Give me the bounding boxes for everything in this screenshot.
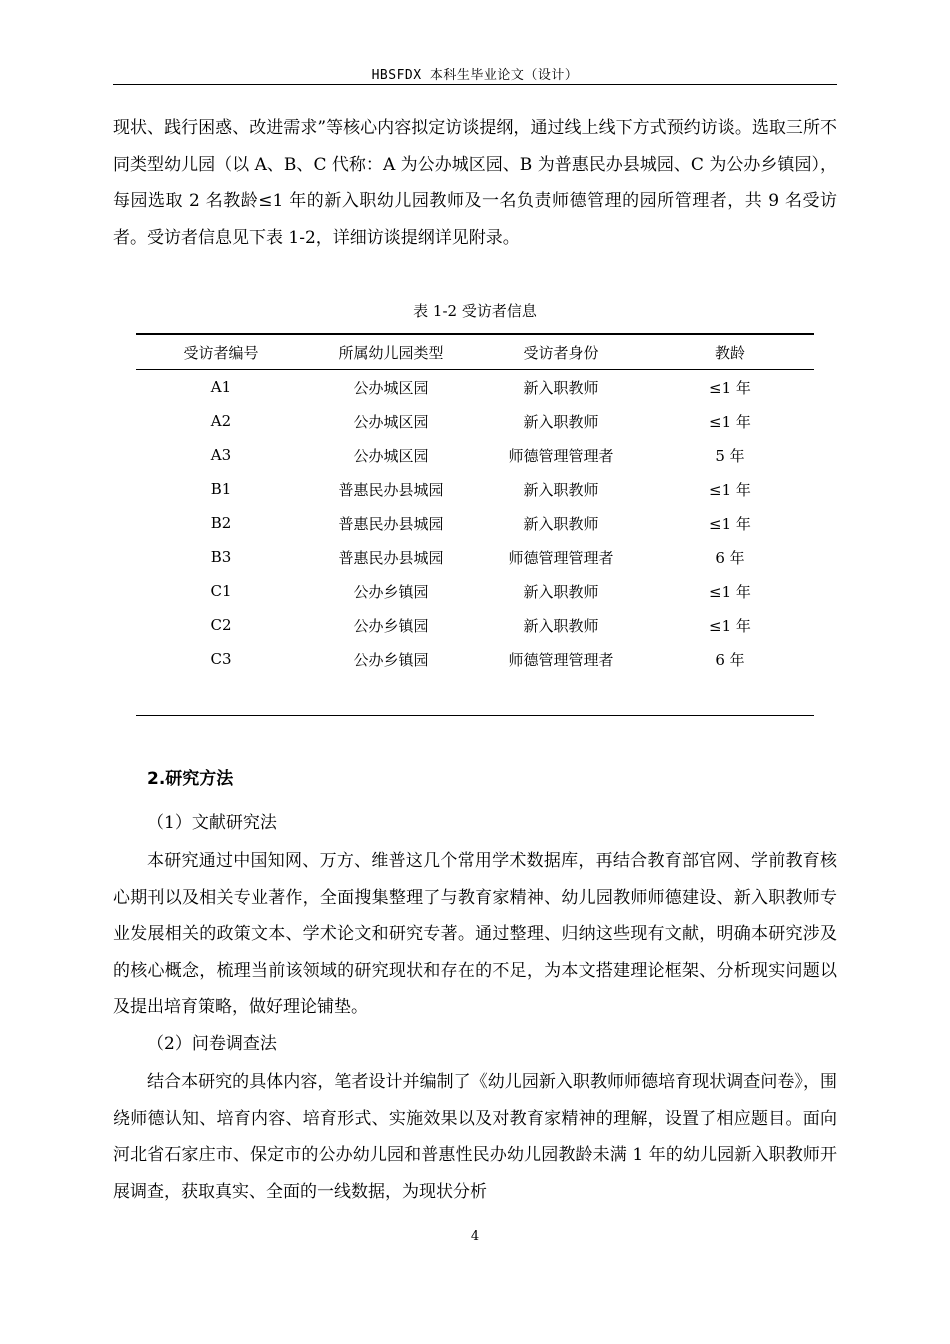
table-cell: 公办城区园 xyxy=(353,446,429,465)
table-cell: 普惠民办县城园 xyxy=(338,548,444,567)
table-cell: 师德管理管理者 xyxy=(508,446,614,465)
table-cell: A2 xyxy=(210,412,232,430)
table-cell: ≤1 年 xyxy=(709,412,751,431)
table-cell: 6 年 xyxy=(715,650,745,669)
table-cell: 公办城区园 xyxy=(353,378,429,397)
table-row xyxy=(136,438,814,472)
header-rule xyxy=(113,84,837,85)
table-cell: 公办乡镇园 xyxy=(353,582,429,601)
table-cell: 新入职教师 xyxy=(523,378,599,397)
header-cell-id: 受访者编号 xyxy=(183,343,259,362)
subsection-title-literature: （1）文献研究法 xyxy=(147,813,277,833)
intro-paragraph: 现状、践行困惑、改进需求”等核心内容拟定访谈提纲，通过线上线下方式预约访谈。选取三所不同类型幼儿园（以 A、B、C 代称：A 为公办城区园、B 为普惠民办县城园、C 为公办乡镇园），每园选取 2 名教龄≤1 年的新入职幼儿园教师及一名负责师德管理的园所管理者，共 9 名受访者。受访者信息见下表 1-2，详细访谈提纲详见附录。 xyxy=(113,118,837,248)
section-heading: 2.研究方法 xyxy=(147,769,234,789)
table-row xyxy=(136,370,814,404)
table-row xyxy=(136,608,814,642)
header-cell-kindergarten-type: 所属幼儿园类型 xyxy=(338,343,444,362)
table-row xyxy=(136,506,814,540)
table-cell: ≤1 年 xyxy=(709,378,751,397)
table-cell: 6 年 xyxy=(715,548,745,567)
table-row xyxy=(136,472,814,506)
table-cell: A3 xyxy=(210,446,232,464)
header-cell-teaching-years: 教龄 xyxy=(714,343,745,362)
table-row xyxy=(136,404,814,438)
table-cell: B1 xyxy=(210,480,232,498)
table-cell: ≤1 年 xyxy=(709,582,751,601)
table-cell: 公办乡镇园 xyxy=(353,650,429,669)
page-number: 4 xyxy=(470,1229,480,1244)
respondent-table xyxy=(136,333,814,676)
table-cell: 5 年 xyxy=(715,446,745,465)
table-row xyxy=(136,574,814,608)
running-header: HBSFDX 本科生毕业论文（设计） xyxy=(371,68,579,83)
table-cell: 师德管理管理者 xyxy=(508,650,614,669)
table-cell: 师德管理管理者 xyxy=(508,548,614,567)
table-cell: 普惠民办县城园 xyxy=(338,480,444,499)
questionnaire-method-paragraph: 结合本研究的具体内容，笔者设计并编制了《幼儿园新入职教师师德培育现状调查问卷》，围绕师德认知、培育内容、培育形式、实施效果以及对教育家精神的理解，设置了相应题目。面向河北省石家庄市、保定市的公办幼儿园和普惠性民办幼儿园教龄未满 1 年的幼儿园新入职教师开展调查，获取真实、全面的一线数据，为现状分析 xyxy=(113,1072,837,1202)
table-cell: 新入职教师 xyxy=(523,616,599,635)
table-cell: B3 xyxy=(210,548,232,566)
table-cell: ≤1 年 xyxy=(709,616,751,635)
table-cell: 新入职教师 xyxy=(523,514,599,533)
table-bottom-rule xyxy=(136,715,814,716)
table-cell: 普惠民办县城园 xyxy=(338,514,444,533)
table-cell: A1 xyxy=(210,378,232,396)
table-cell: C3 xyxy=(210,650,232,668)
table-cell: 新入职教师 xyxy=(523,412,599,431)
table-row xyxy=(136,540,814,574)
table-cell: ≤1 年 xyxy=(709,480,751,499)
subsection-title-questionnaire: （2）问卷调查法 xyxy=(147,1034,277,1054)
table-cell: 公办乡镇园 xyxy=(353,616,429,635)
literature-method-paragraph: 本研究通过中国知网、万方、维普这几个常用学术数据库，再结合教育部官网、学前教育核心期刊以及相关专业著作，全面搜集整理了与教育家精神、幼儿园教师师德建设、新入职教师专业发展相关的政策文本、学术论文和研究专著。通过整理、归纳这些现有文献，明确本研究涉及的核心概念，梳理当前该领域的研究现状和存在的不足，为本文搭建理论框架、分析现实问题以及提出培育策略，做好理论铺垫。 xyxy=(113,851,837,1017)
table-caption: 表 1-2 受访者信息 xyxy=(413,302,537,320)
table-cell: 公办城区园 xyxy=(353,412,429,431)
table-row xyxy=(136,642,814,676)
table-cell: B2 xyxy=(210,514,232,532)
table-cell: 新入职教师 xyxy=(523,480,599,499)
table-cell: ≤1 年 xyxy=(709,514,751,533)
table-header-row xyxy=(136,335,814,369)
header-cell-identity: 受访者身份 xyxy=(523,343,599,362)
table-cell: C2 xyxy=(210,616,232,634)
table-cell: 新入职教师 xyxy=(523,582,599,601)
table-cell: C1 xyxy=(210,582,232,600)
